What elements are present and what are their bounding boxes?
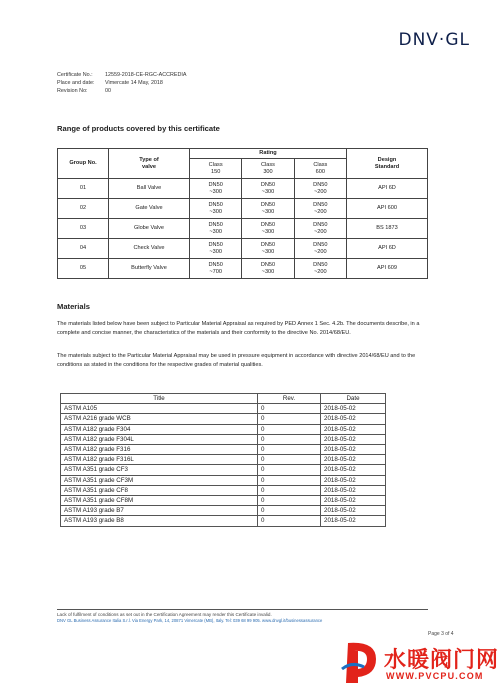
table-row: 04 Check Valve DN50 ~300 DN50 ~300 DN50 ~200 API 6D	[58, 239, 428, 259]
col-title-header: Title	[61, 394, 258, 404]
table-row: ASTM A193 grade B7 0 2018-05-02	[61, 506, 386, 516]
certificate-meta	[57, 71, 187, 96]
col-class600-header: Class 600	[294, 159, 346, 179]
table-row: 05 Butterfly Valve DN50 ~700 DN50 ~300 DN50 ~200 API 609	[58, 259, 428, 279]
footer-divider	[57, 609, 428, 610]
table-row: ASTM A182 grade F316 0 2018-05-02	[61, 445, 386, 455]
revision-value: 00	[105, 88, 111, 95]
watermark-logo-icon	[340, 639, 380, 684]
materials-heading: Materials	[57, 302, 90, 311]
revision-label: Revision No:	[57, 88, 88, 95]
table-row: 01 Ball Valve DN50 ~300 DN50 ~300 DN50 ~200 API 6D	[58, 179, 428, 199]
table-row: ASTM A351 grade CF8 0 2018-05-02	[61, 485, 386, 495]
watermark-text: 水暖阀门网	[384, 648, 500, 673]
table-row: 02 Gate Valve DN50 ~300 DN50 ~300 DN50 ~200 API 600	[58, 199, 428, 219]
table-row: ASTM A193 grade B8 0 2018-05-02	[61, 516, 386, 526]
table-header-row	[61, 394, 386, 404]
table-row: ASTM A105 0 2018-05-02	[61, 404, 386, 414]
place-date-value: Vimercate 14 May, 2018	[105, 80, 163, 87]
col-class150-header: Class 150	[190, 159, 242, 179]
table-row: ASTM A216 grade WCB 0 2018-05-02	[61, 414, 386, 424]
materials-table	[60, 393, 386, 527]
site-watermark	[340, 639, 500, 688]
table-row: ASTM A351 grade CF3 0 2018-05-02	[61, 465, 386, 475]
cert-no-label: Certificate No.:	[57, 72, 93, 78]
table-row: ASTM A351 grade CF3M 0 2018-05-02	[61, 475, 386, 485]
page-number: Page 3 of 4	[428, 631, 454, 637]
footer-note: Lack of fulfilment of conditions as set out in the Certification Agreement may render this Certificate invalid.	[57, 612, 272, 617]
products-table	[57, 148, 428, 279]
watermark-url: WWW.PVCPU.COM	[386, 671, 484, 681]
dnvgl-logo: DNV·GL	[398, 30, 470, 50]
col-date-header: Date	[321, 394, 386, 404]
table-row: ASTM A182 grade F316L 0 2018-05-02	[61, 455, 386, 465]
table-row: 03 Globe Valve DN50 ~300 DN50 ~300 DN50 ~200 BS 1873	[58, 219, 428, 239]
col-class300-header: Class 300	[242, 159, 294, 179]
col-group-header: Group No.	[58, 149, 109, 179]
col-type-header: Type of valve	[109, 149, 190, 179]
range-heading: Range of products covered by this certificate	[57, 124, 220, 133]
table-row: ASTM A351 grade CF8M 0 2018-05-02	[61, 496, 386, 506]
col-design-header: Design Standard	[347, 149, 428, 179]
table-row: ASTM A182 grade F304L 0 2018-05-02	[61, 434, 386, 444]
col-rev-header: Rev.	[258, 394, 321, 404]
cert-no-value: 12559-2018-CE-RGC-ACCREDIA	[105, 72, 187, 78]
place-date-label: Place and date:	[57, 80, 95, 87]
footer-address: DNV GL Business Assurance Italia S.r.l. Via Energy Park, 14, 20871 Vimercate (MB), Italy. Tel: 039 68 99 905. www.dnvgl.it/businessassurance	[57, 618, 323, 623]
table-row: ASTM A182 grade F304 0 2018-05-02	[61, 424, 386, 434]
materials-paragraph-1: The materials listed below have been subject to Particular Material Appraisal as required by PED Annex 1 Sec. 4.2b. The documents describe, in a complete and concise manner, the characteristics of the materials and their conformity to the directive No. 2014/68/EU.	[57, 321, 420, 336]
col-rating-header: Rating	[190, 149, 347, 159]
materials-paragraph-2: The materials subject to the Particular Material Appraisal may be used in pressure equipment in accordance with directive 2014/68/EU and to the conditions as stated in the conditions for the respective grades of material qualities.	[57, 353, 416, 368]
